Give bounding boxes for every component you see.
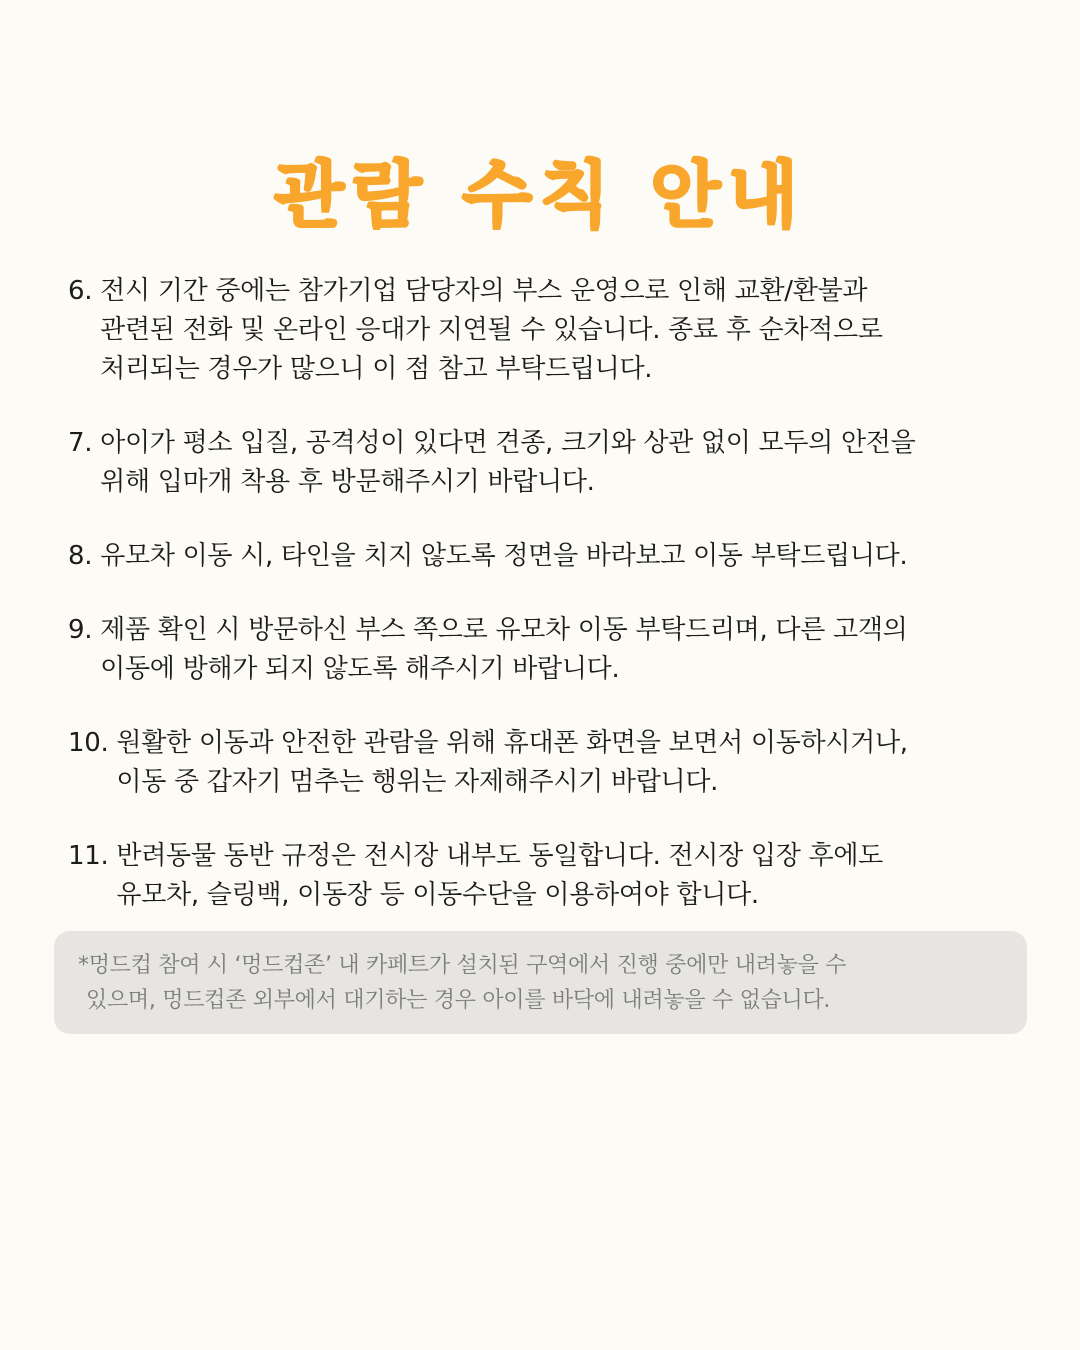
rule-line: 위해 입마개 착용 후 방문해주시기 바랍니다. bbox=[100, 467, 595, 497]
rule-text bbox=[100, 611, 1018, 689]
rule-line: 처리되는 경우가 많으니 이 점 참고 부탁드립니다. bbox=[100, 354, 653, 384]
rule-line: 유모차, 슬링백, 이동장 등 이동수단을 이용하여야 합니다. bbox=[116, 880, 759, 910]
rule-item-8 bbox=[68, 537, 1018, 576]
rules-list bbox=[68, 272, 1018, 950]
notice-line: *멍드컵 참여 시 ‘멍드컵존’ 내 카페트가 설치된 구역에서 진행 중에만 내려놓을 수 bbox=[78, 953, 847, 978]
notice-box bbox=[54, 931, 1027, 1034]
rule-number: 8. bbox=[68, 541, 101, 571]
rule-text bbox=[116, 837, 1018, 915]
rule-line: 관련된 전화 및 온라인 응대가 지연될 수 있습니다. 종료 후 순차적으로 bbox=[100, 315, 883, 345]
rule-line: 반려동물 동반 규정은 전시장 내부도 동일합니다. 전시장 입장 후에도 bbox=[116, 841, 883, 871]
rule-item-6 bbox=[68, 272, 1018, 389]
notice-line: 있으며, 멍드컵존 외부에서 대기하는 경우 아이를 바닥에 내려놓을 수 없습니다. bbox=[86, 988, 831, 1013]
rule-item-7 bbox=[68, 424, 1018, 502]
rule-line: 이동에 방해가 되지 않도록 해주시기 바랍니다. bbox=[100, 654, 620, 684]
rule-item-10 bbox=[68, 724, 1018, 802]
rule-line: 아이가 평소 입질, 공격성이 있다면 견종, 크기와 상관 없이 모두의 안전을 bbox=[100, 428, 916, 458]
rule-number: 10. bbox=[68, 728, 117, 758]
rule-line: 전시 기간 중에는 참가기업 담당자의 부스 운영으로 인해 교환/환불과 bbox=[100, 276, 868, 306]
rule-item-11 bbox=[68, 837, 1018, 915]
rule-number: 7. bbox=[68, 428, 101, 458]
rule-number: 9. bbox=[68, 615, 101, 645]
rule-text bbox=[116, 724, 1018, 802]
rule-item-9 bbox=[68, 611, 1018, 689]
rule-number: 6. bbox=[68, 276, 101, 306]
rule-line: 제품 확인 시 방문하신 부스 쪽으로 유모차 이동 부탁드리며, 다른 고객의 bbox=[100, 615, 908, 645]
rule-line: 유모차 이동 시, 타인을 치지 않도록 정면을 바라보고 이동 부탁드립니다. bbox=[100, 541, 908, 571]
rule-line: 원활한 이동과 안전한 관람을 위해 휴대폰 화면을 보면서 이동하시거나, bbox=[116, 728, 908, 758]
page-title: 관람 수칙 안내 bbox=[274, 153, 806, 237]
rule-text bbox=[100, 537, 1018, 576]
rule-text bbox=[100, 424, 1018, 502]
rule-text bbox=[100, 272, 1018, 389]
rule-number: 11. bbox=[68, 841, 117, 871]
rule-line: 이동 중 갑자기 멈추는 행위는 자제해주시기 바랍니다. bbox=[116, 767, 719, 797]
